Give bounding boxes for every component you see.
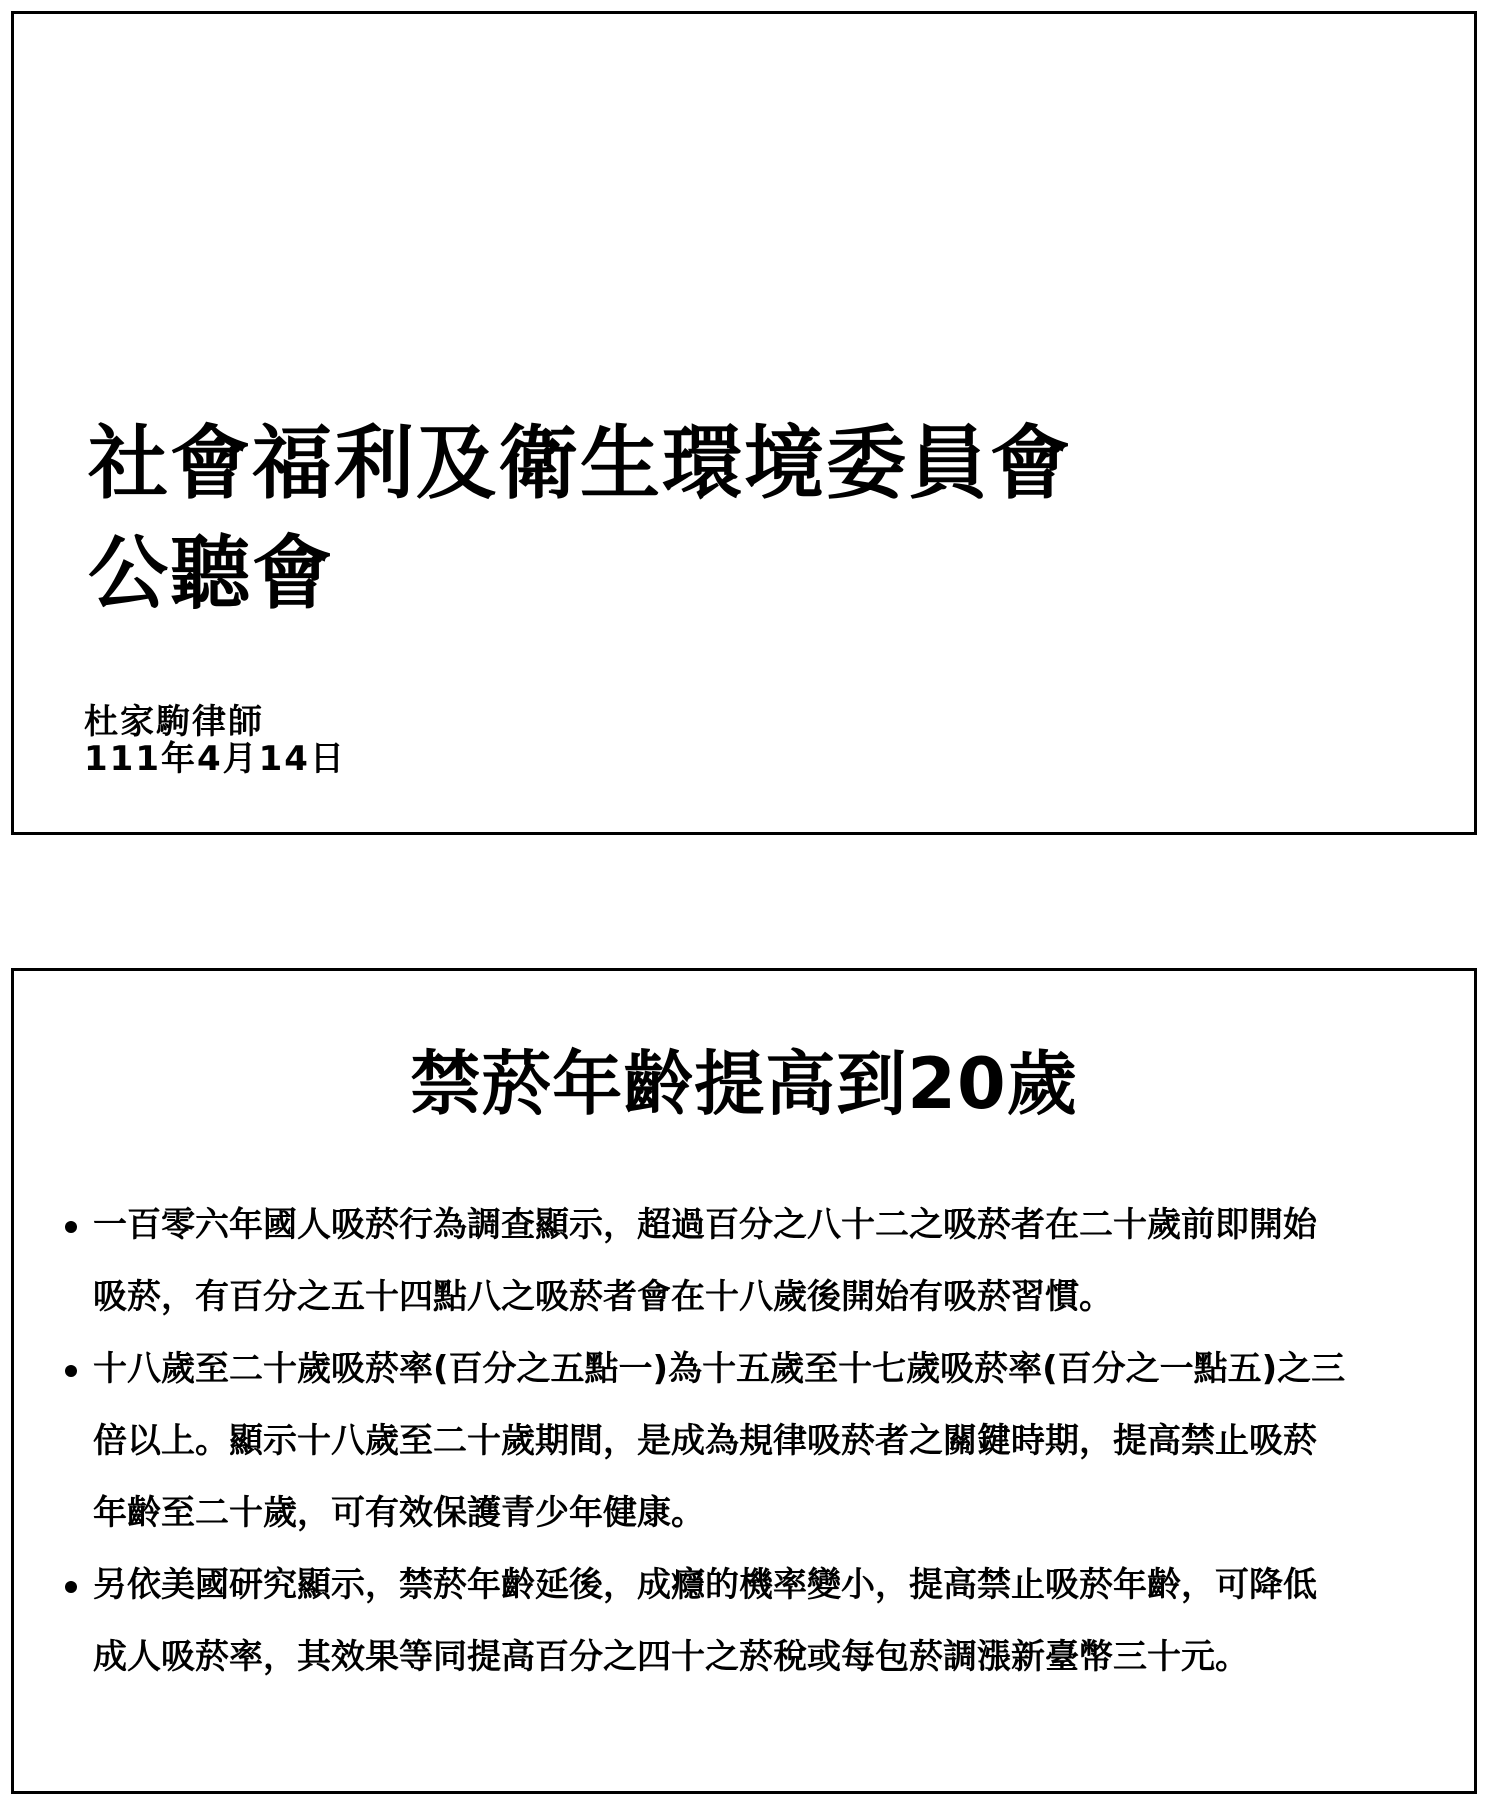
bullet-text [93, 1333, 1443, 1549]
presentation-date: 111年4月14日 [84, 739, 346, 779]
presenter-name: 杜家駒律師 [84, 702, 264, 742]
bullet-line: 另依美國研究顯示，禁菸年齡延後，成癮的機率變小，提高禁止吸菸年齡，可降低 [93, 1565, 1317, 1605]
bullet-dot-icon [65, 1365, 77, 1377]
bullet-line: 倍以上。顯示十八歲至二十歲期間，是成為規律吸菸者之關鍵時期，提高禁止吸菸 [93, 1421, 1317, 1461]
bullet-line: 成人吸菸率，其效果等同提高百分之四十之菸稅或每包菸調漲新臺幣三十元。 [93, 1637, 1249, 1677]
bullet-item [14, 1549, 1474, 1693]
bullet-line: 一百零六年國人吸菸行為調查顯示，超過百分之八十二之吸菸者在二十歲前即開始 [93, 1205, 1317, 1245]
title-line: 社會福利及衛生環境委員會 [88, 417, 1072, 510]
slide-2-title: 禁菸年齡提高到20歲 [410, 1043, 1078, 1125]
presenter-info [84, 704, 346, 778]
bullet-text [93, 1189, 1443, 1333]
bullet-list [14, 1189, 1474, 1693]
bullet-dot-icon [65, 1581, 77, 1593]
bullet-line: 吸菸，有百分之五十四點八之吸菸者會在十八歲後開始有吸菸習慣。 [93, 1277, 1113, 1317]
bullet-dot-icon [65, 1221, 77, 1233]
bullet-text [93, 1549, 1443, 1693]
slide-1-title [88, 409, 1072, 629]
bullet-item [14, 1333, 1474, 1549]
bullet-item [14, 1189, 1474, 1333]
slide-title [11, 11, 1477, 835]
title-line: 公聽會 [88, 527, 334, 620]
slide-content [11, 968, 1477, 1794]
bullet-line: 年齡至二十歲，可有效保護青少年健康。 [93, 1493, 705, 1533]
bullet-line: 十八歲至二十歲吸菸率(百分之五點一)為十五歲至十七歲吸菸率(百分之一點五)之三 [93, 1349, 1346, 1389]
